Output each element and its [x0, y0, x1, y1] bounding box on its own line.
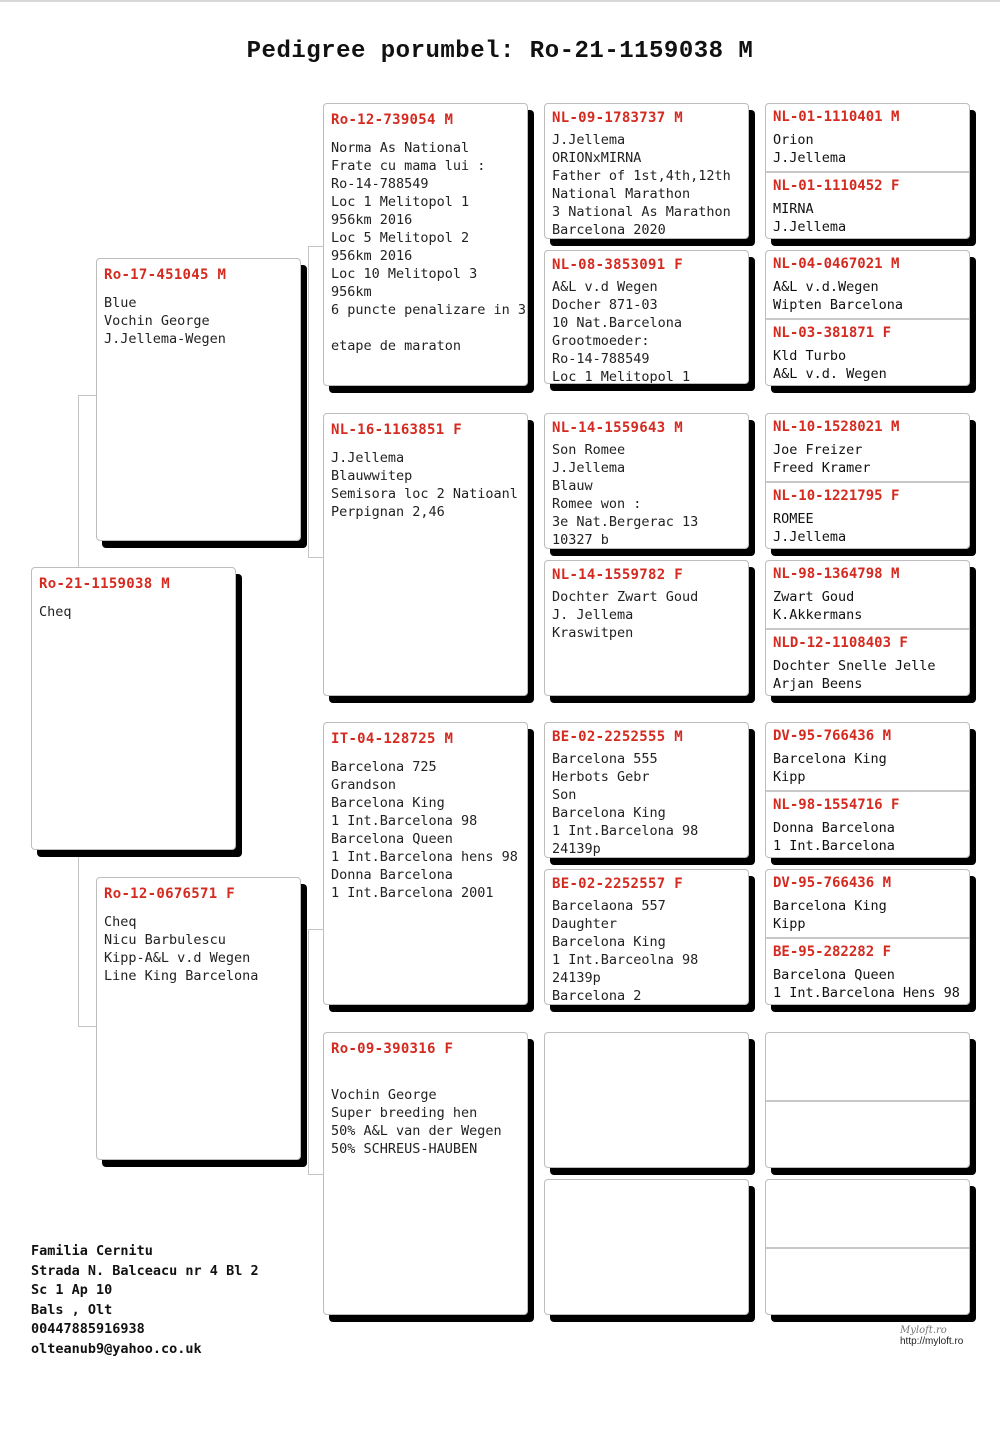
gen4-card[interactable]: [544, 722, 749, 858]
gen4-card[interactable]: [544, 413, 749, 549]
gen5-info: Barcelona King Kipp: [773, 751, 887, 785]
gen5-ring: NL-01-1110401 M: [773, 109, 900, 125]
gen5-card[interactable]: [766, 1033, 969, 1099]
subject-card[interactable]: [31, 567, 236, 850]
gen4-info: Barcelona 555 Herbots Gebr Son Barcelona King 1 Int.Barcelona 98 24139p: [552, 751, 699, 857]
gen5-info: Orion J.Jellema: [773, 132, 847, 166]
gen5-card[interactable]: [766, 1102, 969, 1168]
gen3-ring: NL-16-1163851 F: [331, 422, 462, 438]
gen4-ring: NL-14-1559782 F: [552, 567, 683, 583]
sire-card[interactable]: [96, 258, 301, 541]
gen5-info: Barcelona King Kipp: [773, 898, 887, 932]
gen5-card[interactable]: [766, 630, 969, 696]
gen5-pair-empty: [765, 1179, 970, 1315]
gen5-ring: NL-10-1528021 M: [773, 419, 900, 435]
gen5-ring: NL-10-1221795 F: [773, 488, 900, 504]
gen4-card[interactable]: [544, 250, 749, 384]
gen3-info: Vochin George Super breeding hen 50% A&L van der Wegen 50% SCHREUS-HAUBEN: [331, 1087, 502, 1157]
sire-info: Blue Vochin George J.Jellema-Wegen: [104, 295, 226, 347]
gen5-info: Dochter Snelle Jelle Arjan Beens: [773, 658, 936, 692]
gen5-ring: NL-01-1110452 F: [773, 178, 900, 194]
gen5-card[interactable]: [766, 561, 969, 627]
gen4-card[interactable]: [544, 869, 749, 1005]
gen5-info: Joe Freizer Freed Kramer: [773, 442, 871, 476]
sire-ring: Ro-17-451045 M: [104, 267, 227, 283]
gen5-card[interactable]: [766, 723, 969, 789]
gen5-ring: DV-95-766436 M: [773, 875, 892, 891]
brand-signature: Myloft.ro: [900, 1325, 947, 1336]
gen5-ring: NLD-12-1108403 F: [773, 635, 908, 651]
gen5-info: Barcelona Queen 1 Int.Barcelona Hens 98: [773, 967, 960, 1001]
gen5-card[interactable]: [766, 870, 969, 936]
gen3-ring: Ro-12-739054 M: [331, 112, 454, 128]
dam-card[interactable]: [96, 877, 301, 1160]
connector-sire-parents: [308, 246, 324, 558]
gen4-card-empty[interactable]: [544, 1179, 749, 1315]
gen3-info: Norma As National Frate cu mama lui : Ro-14-788549 Loc 1 Melitopol 1 956km 2016 Loc 5 Melitopol 2 956km 2016 Loc 10 Melitopol 3 956km 6 puncte penalizare in 3 etape de maraton: [331, 140, 527, 354]
gen3-card[interactable]: [323, 722, 528, 1005]
gen4-info: J.Jellema ORIONxMIRNA Father of 1st,4th,12th National Marathon 3 National As Marathon Barcelona 2020: [552, 132, 731, 238]
gen5-ring: NL-03-381871 F: [773, 325, 892, 341]
owner-contact: Familia Cernitu Strada N. Balceacu nr 4 Bl 2 Sc 1 Ap 10 Bals , Olt 00447885916938 olteanub9@yahoo.co.uk: [31, 1243, 259, 1357]
gen4-ring: NL-09-1783737 M: [552, 110, 683, 126]
gen4-ring: BE-02-2252555 M: [552, 729, 683, 745]
gen5-ring: NL-98-1554716 F: [773, 797, 900, 813]
gen5-info: MIRNA J.Jellema: [773, 201, 847, 235]
gen4-ring: BE-02-2252557 F: [552, 876, 683, 892]
connector-dam-parents: [308, 929, 324, 1175]
gen4-info: Barcelaona 557 Daughter Barcelona King 1 Int.Barceolna 98 24139p Barcelona 2: [552, 898, 699, 1004]
gen4-card[interactable]: [544, 560, 749, 696]
gen5-info: Donna Barcelona 1 Int.Barcelona: [773, 820, 895, 854]
gen3-card[interactable]: [323, 103, 528, 386]
gen3-ring: Ro-09-390316 F: [331, 1041, 454, 1057]
gen5-card[interactable]: [766, 939, 969, 1005]
gen5-info: ROMEE J.Jellema: [773, 511, 847, 545]
top-border: [0, 0, 1000, 2]
gen5-info: Zwart Goud K.Akkermans: [773, 589, 863, 623]
gen5-pair: [765, 250, 970, 386]
gen5-card[interactable]: [766, 483, 969, 549]
gen5-card[interactable]: [766, 1180, 969, 1246]
gen5-info: A&L v.d.Wegen Wipten Barcelona: [773, 279, 904, 313]
gen5-ring: NL-98-1364798 M: [773, 566, 900, 582]
brand-mark: [900, 1325, 963, 1347]
gen4-info: A&L v.d Wegen Docher 871-03 10 Nat.Barcelona Grootmoeder: Ro-14-788549 Loc 1 Melitopol 1: [552, 279, 691, 384]
gen5-pair: [765, 560, 970, 696]
page-title: Pedigree porumbel: Ro-21-1159038 M: [246, 38, 754, 65]
gen5-pair: [765, 869, 970, 1005]
gen5-card[interactable]: [766, 104, 969, 170]
dam-ring: Ro-12-0676571 F: [104, 886, 235, 902]
gen5-card[interactable]: [766, 792, 969, 858]
gen3-info: J.Jellema Blauwwitep Semisora loc 2 Natioanl Perpignan 2,46: [331, 450, 518, 520]
subject-ring: Ro-21-1159038 M: [39, 576, 170, 592]
gen4-card[interactable]: [544, 103, 749, 239]
gen5-pair: [765, 103, 970, 239]
gen4-ring: NL-14-1559643 M: [552, 420, 683, 436]
gen5-ring: BE-95-282282 F: [773, 944, 892, 960]
gen4-info: Son Romee J.Jellema Blauw Romee won : 3e Nat.Bergerac 13 10327 b: [552, 442, 699, 548]
gen5-card[interactable]: [766, 1249, 969, 1315]
gen3-info: Barcelona 725 Grandson Barcelona King 1 Int.Barcelona 98 Barcelona Queen 1 Int.Barcelona hens 98 Donna Barcelona 1 Int.Barcelona 2001: [331, 759, 518, 901]
dam-info: Cheq Nicu Barbulescu Kipp-A&L v.d Wegen Line King Barcelona: [104, 914, 259, 984]
gen5-card[interactable]: [766, 414, 969, 480]
gen5-ring: NL-04-0467021 M: [773, 256, 900, 272]
gen3-card[interactable]: [323, 413, 528, 696]
gen3-ring: IT-04-128725 M: [331, 731, 454, 747]
gen5-card[interactable]: [766, 251, 969, 317]
gen5-pair: [765, 413, 970, 549]
subject-info: Cheq: [39, 604, 72, 620]
gen4-ring: NL-08-3853091 F: [552, 257, 683, 273]
gen5-ring: DV-95-766436 M: [773, 728, 892, 744]
gen5-card[interactable]: [766, 173, 969, 239]
gen5-card[interactable]: [766, 320, 969, 386]
gen5-pair: [765, 722, 970, 858]
gen5-info: Kld Turbo A&L v.d. Wegen: [773, 348, 887, 382]
gen3-card[interactable]: [323, 1032, 528, 1315]
gen4-info: Dochter Zwart Goud J. Jellema Kraswitpen: [552, 589, 699, 641]
gen4-card-empty[interactable]: [544, 1032, 749, 1168]
gen5-pair-empty: [765, 1032, 970, 1168]
brand-url[interactable]: http://myloft.ro: [900, 1336, 964, 1347]
